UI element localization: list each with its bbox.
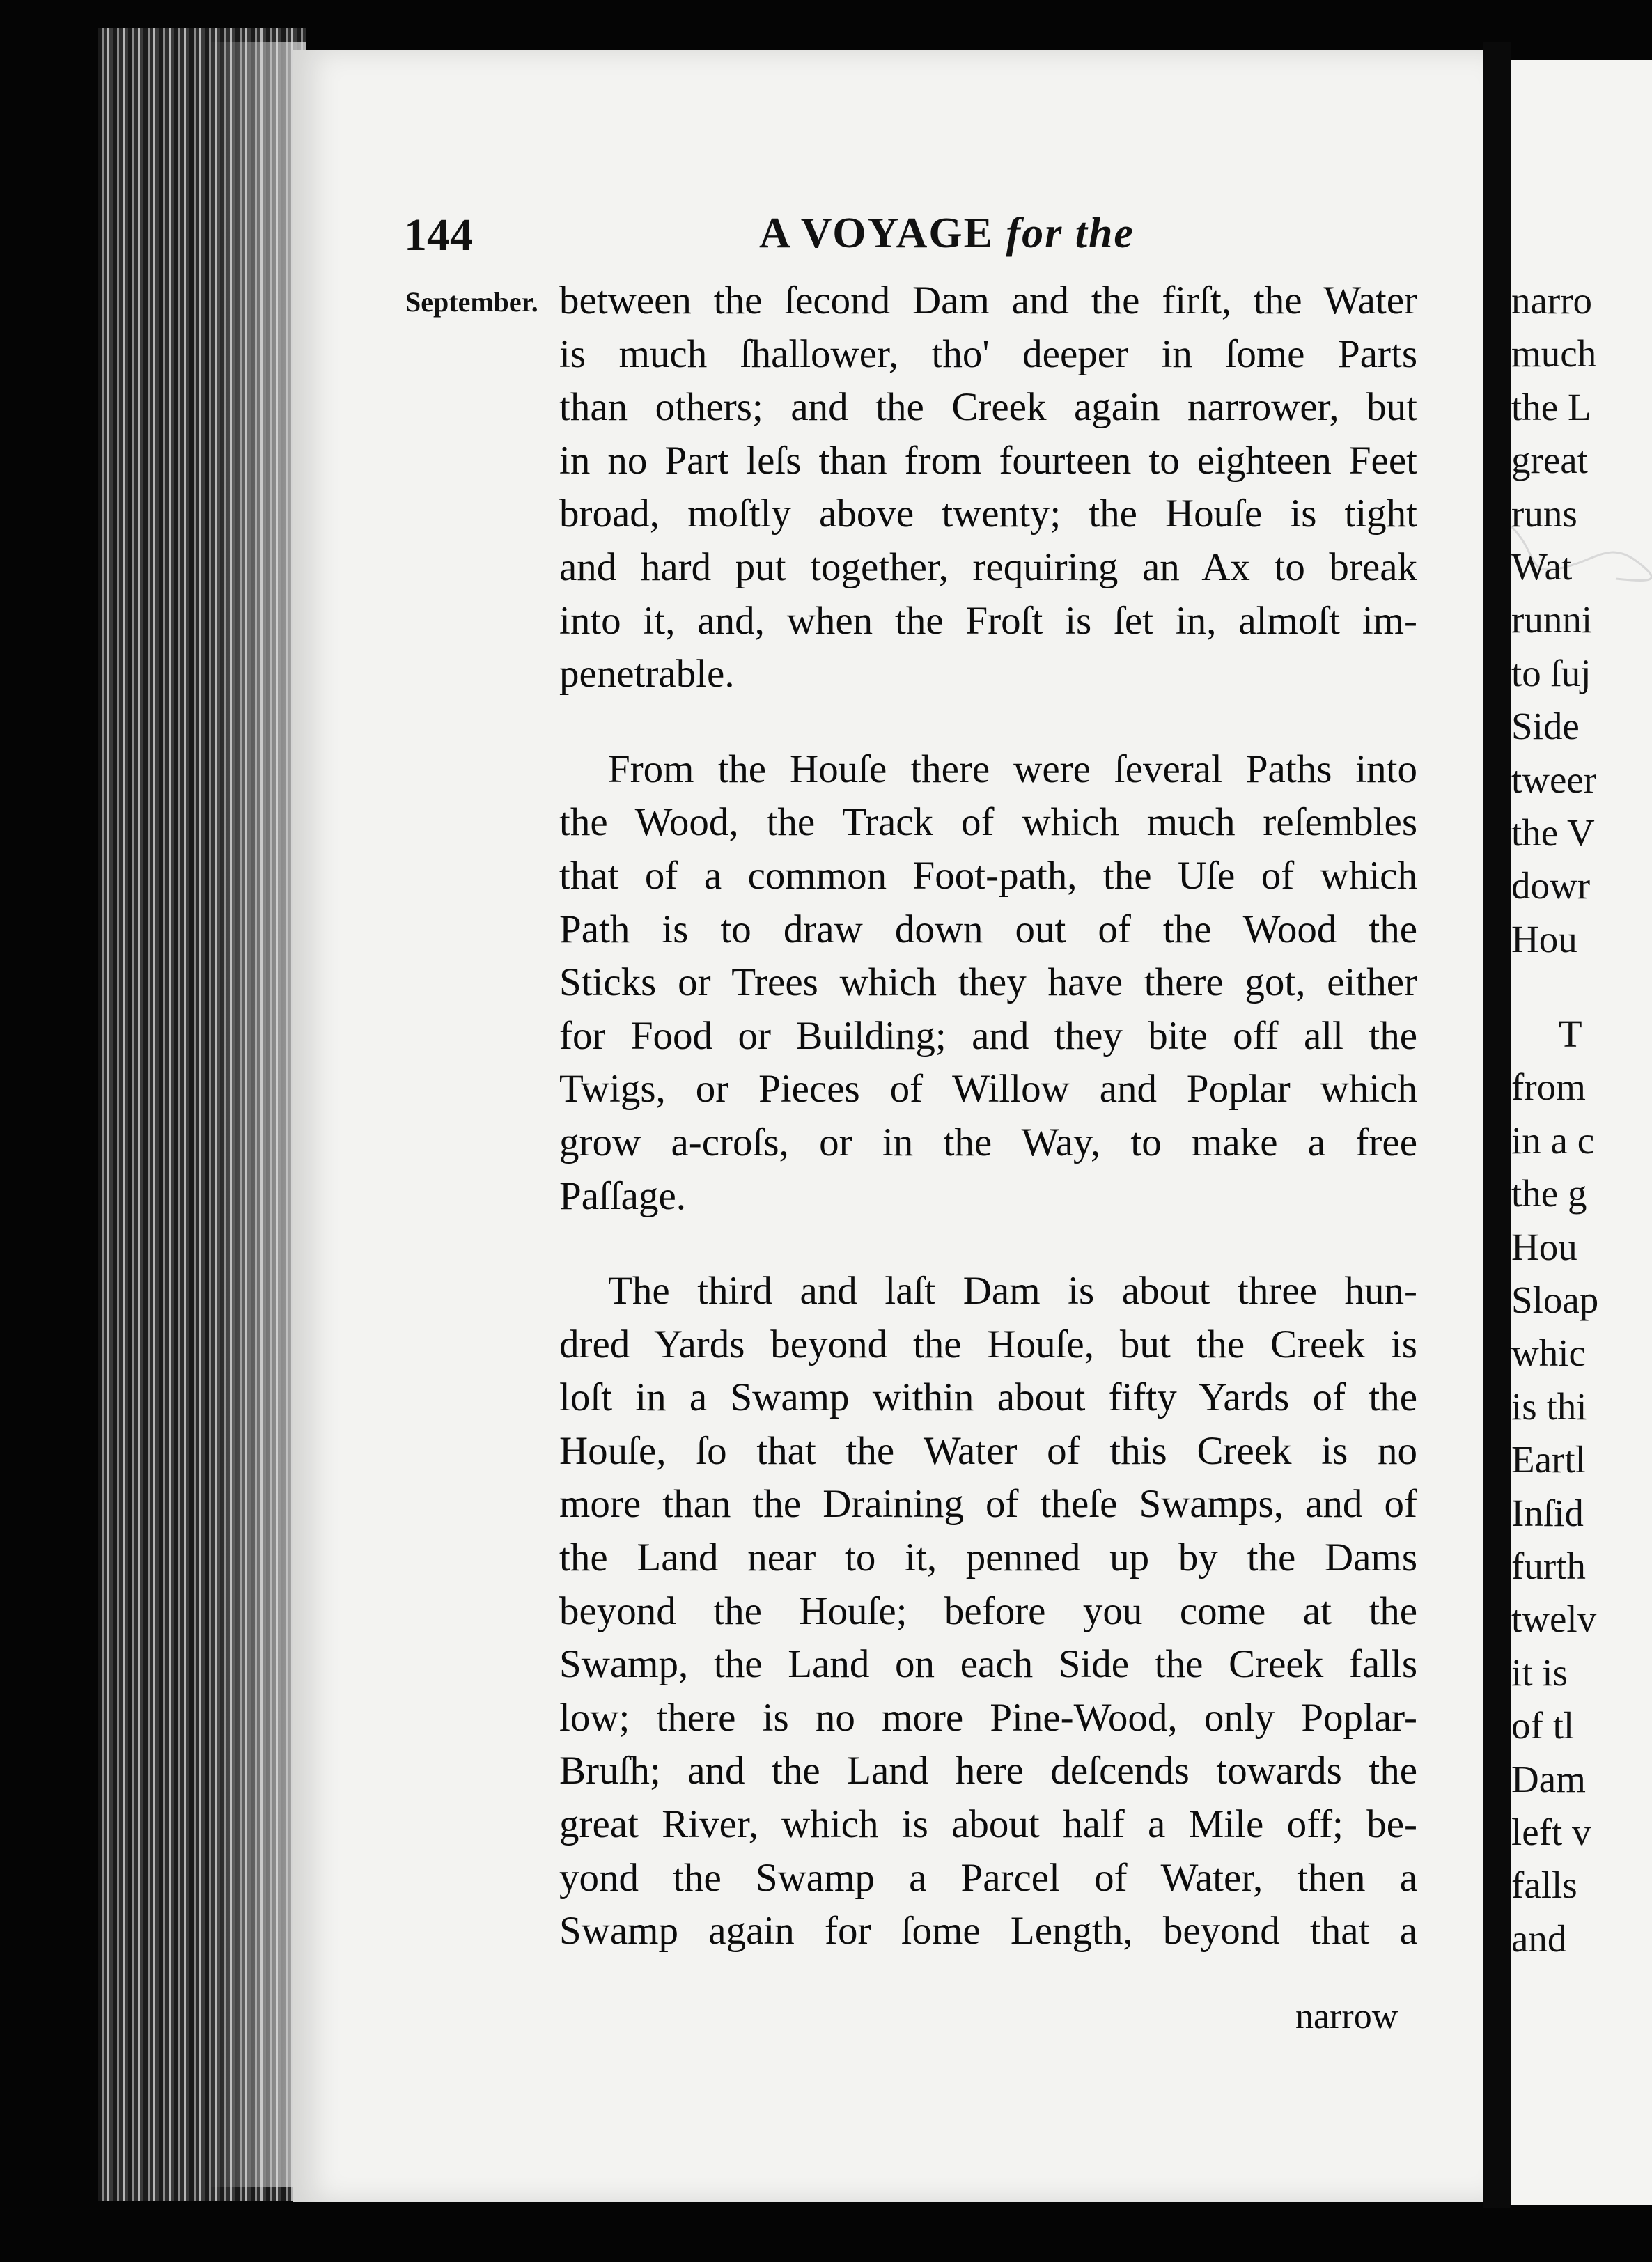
- right-page-line: furth: [1511, 1544, 1586, 1587]
- text-line: Paſſage.: [559, 1173, 687, 1218]
- right-page-line: in a c: [1511, 1118, 1595, 1162]
- text-line: Bruſh; and the Land here deſcends towards the: [559, 1749, 1417, 1793]
- right-page-line: Sloap: [1511, 1279, 1599, 1322]
- right-page-line: falls: [1511, 1864, 1577, 1907]
- text-line: The third and laſt Dam is about three hun-: [608, 1269, 1417, 1313]
- text-line: the Wood, the Track of which much reſembles: [559, 800, 1417, 845]
- right-page-line: dowr: [1511, 864, 1591, 907]
- text-line: yond the Swamp a Parcel of Water, then a: [559, 1855, 1417, 1900]
- text-line: in no Part leſs than from fourteen to eighteen Feet: [559, 438, 1417, 483]
- running-title-italic: for the: [1006, 210, 1135, 257]
- right-page-line: and: [1511, 1917, 1567, 1960]
- right-page-text: [1511, 274, 1652, 1965]
- right-page-line: twelv: [1511, 1598, 1597, 1641]
- margin-note: September.: [405, 286, 538, 318]
- page-number: 144: [404, 210, 473, 260]
- text-line: grow a-croſs, or in the Way, to make a free: [559, 1120, 1417, 1164]
- right-page-line: Inſid: [1511, 1491, 1584, 1534]
- right-page-line: the V: [1511, 811, 1595, 854]
- right-page-line: runs: [1511, 492, 1577, 535]
- running-title: [759, 209, 1135, 258]
- paragraph-gap: [559, 1223, 1417, 1265]
- text-line: beyond the Houſe; before you come at the: [559, 1589, 1417, 1633]
- right-page-line: Hou: [1511, 1225, 1577, 1268]
- book-gutter: [1483, 42, 1511, 2208]
- right-page-line: T: [1559, 1013, 1582, 1056]
- text-line: into it, and, when the Froſt is ſet in, almoſt im-: [559, 598, 1417, 643]
- right-page-line: runni: [1511, 598, 1593, 641]
- text-line: and hard put together, requiring an Ax to break: [559, 545, 1417, 589]
- right-page-line: it is: [1511, 1651, 1568, 1694]
- text-line: Swamp, the Land on each Side the Creek falls: [559, 1642, 1417, 1687]
- paragraph-gap: [559, 701, 1417, 743]
- right-page-line: from: [1511, 1066, 1586, 1109]
- text-line: Sticks or Trees which they have there got, either: [559, 960, 1417, 1005]
- text-line: more than the Draining of theſe Swamps, and of: [559, 1482, 1417, 1527]
- catchword: narrow: [1295, 1997, 1398, 2036]
- text-line: loſt in a Swamp within about fifty Yards of the: [559, 1375, 1417, 1420]
- body-text: [559, 274, 1417, 1958]
- right-page-line: Hou: [1511, 917, 1577, 960]
- right-page-line: whic: [1511, 1332, 1586, 1375]
- right-page-line: Side: [1511, 705, 1580, 748]
- text-line: Swamp again for ſome Length, beyond that a: [559, 1909, 1417, 1953]
- text-line: for Food or Building; and they bite off all the: [559, 1013, 1417, 1058]
- right-page-line: tweer: [1511, 758, 1597, 801]
- text-line: Houſe, ſo that the Water of this Creek is no: [559, 1428, 1417, 1473]
- text-line: the Land near to it, penned up by the Dams: [559, 1536, 1417, 1580]
- right-page-line: the g: [1511, 1172, 1587, 1215]
- text-line: Path is to draw down out of the Wood the: [559, 907, 1417, 951]
- running-head: [404, 209, 1421, 272]
- text-line: low; there is no more Pine-Wood, only Poplar-: [559, 1695, 1417, 1740]
- text-line: is much ſhallower, tho' deeper in ſome Parts: [559, 332, 1417, 376]
- text-line: than others; and the Creek again narrower, but: [559, 385, 1417, 430]
- text-line: broad, moſtly above twenty; the Houſe is tight: [559, 492, 1417, 536]
- right-page-line: narro: [1511, 279, 1593, 322]
- right-page: [1511, 60, 1652, 2205]
- right-page-line: Wat: [1511, 545, 1573, 588]
- text-line: From the Houſe there were ſeveral Paths into: [608, 747, 1417, 791]
- right-page-line: left v: [1511, 1810, 1591, 1853]
- right-page-line: to ſuj: [1511, 651, 1591, 694]
- page-block-shadow: [209, 42, 306, 2187]
- text-line: Twigs, or Pieces of Willow and Poplar which: [559, 1067, 1417, 1112]
- right-page-line: the L: [1511, 385, 1591, 428]
- right-page-line: Dam: [1511, 1757, 1586, 1800]
- right-page-line: Eartl: [1511, 1438, 1586, 1481]
- right-page-line: great: [1511, 439, 1588, 482]
- right-page-line: of tl: [1511, 1704, 1575, 1747]
- text-line: dred Yards beyond the Houſe, but the Creek is: [559, 1322, 1417, 1366]
- text-line: that of a common Foot-path, the Uſe of which: [559, 853, 1417, 898]
- text-line: between the ſecond Dam and the firſt, the Water: [559, 279, 1417, 322]
- running-title-caps: A VOYAGE: [759, 210, 994, 257]
- text-line: penetrable.: [559, 652, 735, 696]
- right-page-line: much: [1511, 332, 1597, 375]
- right-page-line: is thi: [1511, 1384, 1587, 1428]
- text-line: great River, which is about half a Mile off; be-: [559, 1802, 1417, 1847]
